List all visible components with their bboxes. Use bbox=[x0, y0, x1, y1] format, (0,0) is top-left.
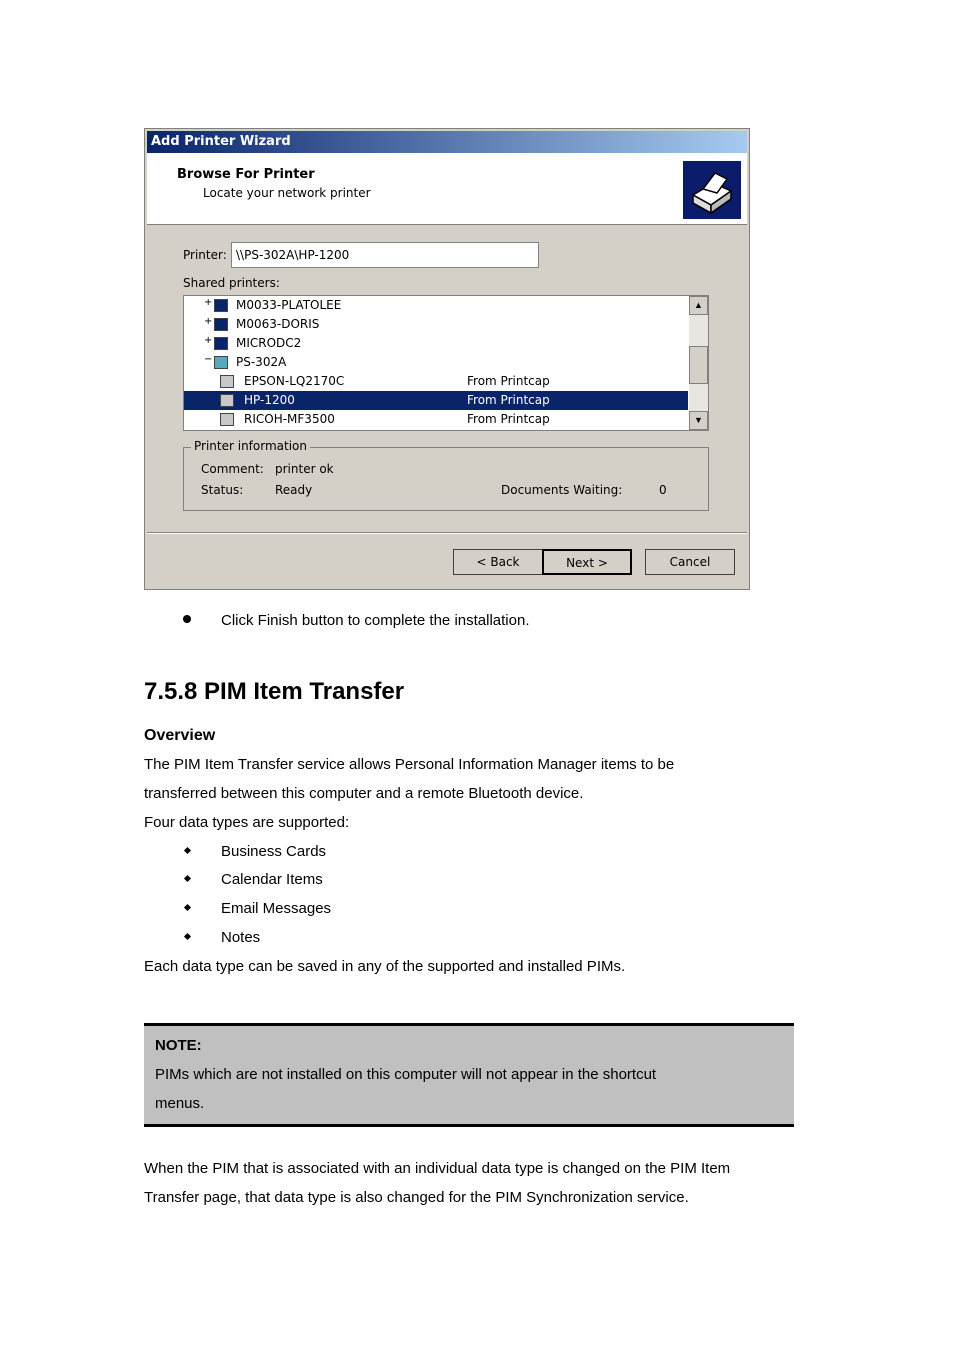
computer-icon bbox=[214, 318, 228, 331]
button-separator bbox=[147, 532, 747, 534]
scroll-thumb[interactable] bbox=[689, 346, 708, 384]
list-item[interactable]: + M0063-DORIS bbox=[204, 316, 320, 331]
next-button[interactable]: Next > bbox=[542, 549, 632, 575]
printer-icon bbox=[220, 413, 234, 426]
note-box bbox=[144, 1023, 794, 1127]
printer-information-group bbox=[183, 447, 709, 511]
shared-printers-label: Shared printers: bbox=[183, 276, 280, 290]
list-item: Calendar Items bbox=[221, 871, 323, 888]
types-intro: Four data types are supported: bbox=[144, 814, 350, 831]
overview-heading: Overview bbox=[144, 727, 216, 744]
status-value: Ready bbox=[275, 483, 313, 497]
list-item: Notes bbox=[221, 929, 261, 946]
cancel-button[interactable]: Cancel bbox=[645, 549, 735, 575]
list-item-selected[interactable]: HP-1200 From Printcap bbox=[184, 391, 688, 410]
scroll-up-icon[interactable]: ▲ bbox=[689, 296, 708, 315]
printer-information-title: Printer information bbox=[191, 439, 310, 453]
list-item[interactable]: + MICRODC2 bbox=[204, 335, 302, 350]
bullet-diamond bbox=[184, 904, 191, 911]
bullet-diamond bbox=[184, 847, 191, 854]
list-item[interactable]: RICOH-MF3500 From Printcap bbox=[184, 410, 688, 429]
comment-label: Comment: bbox=[201, 462, 264, 476]
comment-value: printer ok bbox=[275, 462, 334, 476]
dialog-title-bar: Add Printer Wizard bbox=[147, 131, 747, 153]
list-item: Email Messages bbox=[221, 900, 332, 917]
list-item[interactable]: + M0033-PLATOLEE bbox=[204, 297, 342, 312]
printer-icon bbox=[220, 375, 234, 388]
note-title: NOTE: bbox=[155, 1037, 202, 1054]
computer-icon bbox=[214, 299, 228, 312]
closing-text-line2: Transfer page, that data type is also changed for the PIM Synchronization service. bbox=[144, 1189, 689, 1206]
bullet-diamond bbox=[184, 875, 191, 882]
bullet-dot bbox=[183, 615, 191, 623]
computer-icon bbox=[214, 356, 228, 369]
back-button[interactable]: < Back bbox=[453, 549, 543, 575]
printer-label: Printer: bbox=[183, 248, 227, 262]
note-text-line1: PIMs which are not installed on this computer will not appear in the shortcut bbox=[155, 1066, 657, 1083]
status-label: Status: bbox=[201, 483, 244, 497]
bullet-diamond bbox=[184, 933, 191, 940]
list-scrollbar[interactable] bbox=[689, 296, 708, 430]
printer-icon bbox=[220, 394, 234, 407]
list-item[interactable]: EPSON-LQ2170C From Printcap bbox=[184, 372, 688, 391]
overview-text-line1: The PIM Item Transfer service allows Personal Information Manager items to be bbox=[144, 756, 675, 773]
documents-waiting-value: 0 bbox=[659, 483, 667, 497]
section-heading: 7.5.8 PIM Item Transfer bbox=[144, 678, 405, 705]
list-item[interactable]: − PS-302A bbox=[204, 354, 287, 369]
wizard-header-title: Browse For Printer bbox=[177, 167, 315, 182]
list-item: Business Cards bbox=[221, 843, 327, 860]
scroll-down-icon[interactable]: ▼ bbox=[689, 411, 708, 430]
types-outro: Each data type can be saved in any of the supported and installed PIMs. bbox=[144, 958, 626, 975]
closing-text-line1: When the PIM that is associated with an individual data type is changed on the PIM Item bbox=[144, 1160, 731, 1177]
computer-icon bbox=[214, 337, 228, 350]
note-text-line2: menus. bbox=[155, 1095, 205, 1112]
add-printer-wizard-dialog bbox=[144, 128, 750, 590]
wizard-header-subtitle: Locate your network printer bbox=[203, 186, 371, 200]
printer-name-input[interactable]: \\PS-302A\HP-1200 bbox=[231, 242, 539, 268]
overview-text-line2: transferred between this computer and a remote Bluetooth device. bbox=[144, 785, 584, 802]
printer-wizard-icon bbox=[683, 161, 741, 219]
wizard-header bbox=[147, 153, 747, 225]
finish-instruction: Click Finish button to complete the installation. bbox=[221, 612, 530, 629]
documents-waiting-label: Documents Waiting: bbox=[501, 483, 623, 497]
shared-printers-list[interactable] bbox=[183, 295, 709, 431]
